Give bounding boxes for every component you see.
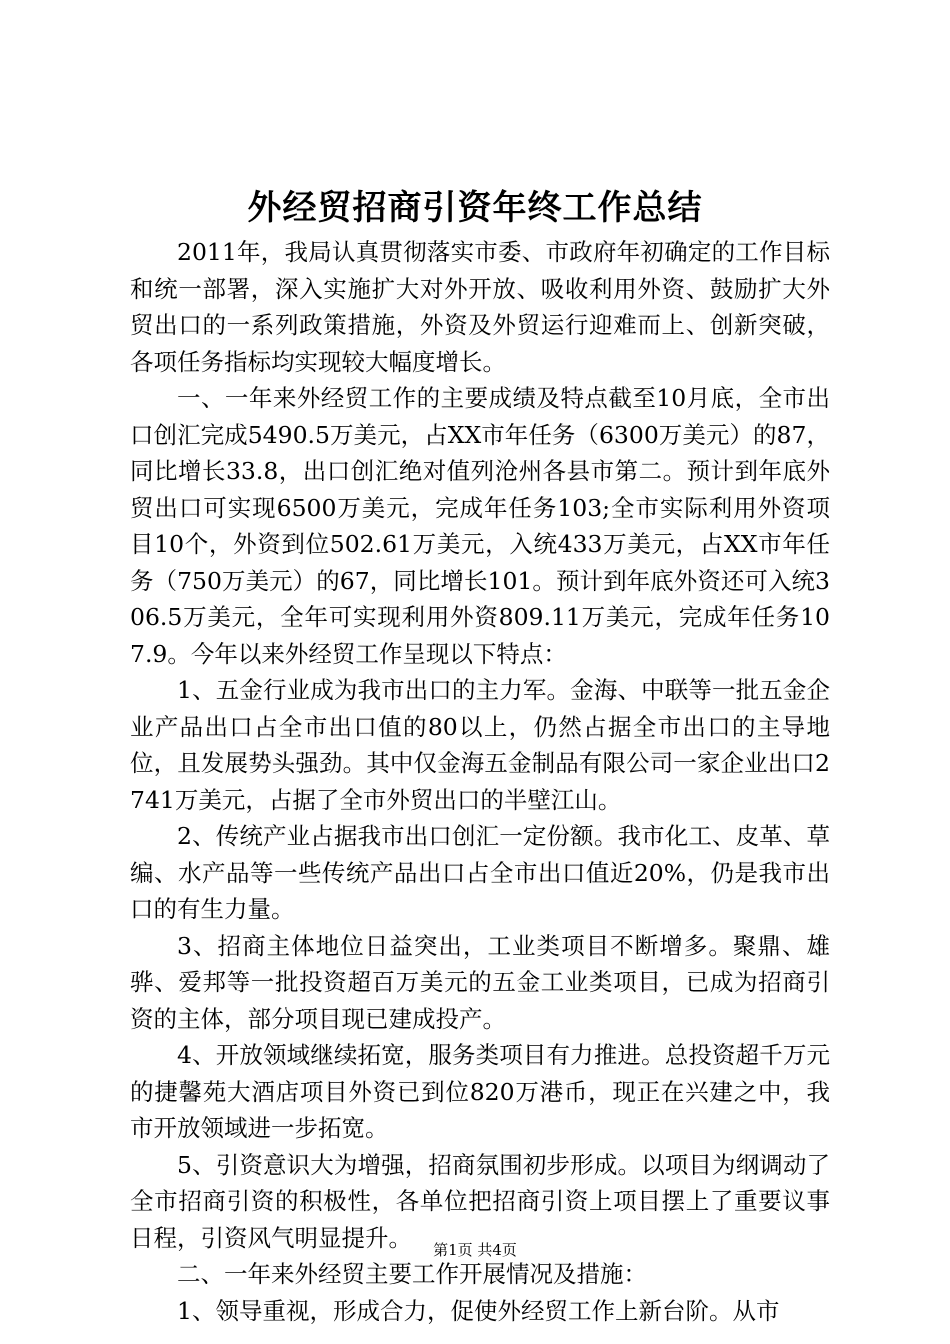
page-number-footer: 第1页 共4页 [433, 1241, 517, 1259]
paragraph-section-1: 一、一年来外经贸工作的主要成绩及特点截至10月底，全市出口创汇完成5490.5万美元，占XX市年任务（6300万美元）的87，同比增长33.8，出口创汇绝对值列沧州各县市第二。预计到年底外贸出口可实现6500万美元，完成年任务103;全市实际利用外资项目10个，外资到位502.61万美元，入统433万美元，占XX市年任务（750万美元）的67，同比增长101。预计到年底外资还可入统306.5万美元，全年可实现利用外资809.11万美元，完成年任务107.9。今年以来外经贸工作呈现以下特点： [130, 384, 830, 668]
paragraph-point-4: 4、开放领域继续拓宽，服务类项目有力推进。总投资超千万元的捷馨苑大酒店项目外资已到位820万港币，现正在兴建之中，我市开放领域进一步拓宽。 [130, 1041, 830, 1142]
paragraph-section-2: 二、一年来外经贸主要工作开展情况及措施： [177, 1260, 647, 1288]
paragraph-point-3: 3、招商主体地位日益突出，工业类项目不断增多。聚鼎、雄骅、爱邦等一批投资超百万美元的五金工业类项目，已成为招商引资的主体，部分项目现已建成投产。 [130, 931, 830, 1033]
document-title: 外经贸招商引资年终工作总结 [247, 188, 703, 228]
paragraph-intro: 2011年，我局认真贯彻落实市委、市政府年初确定的工作目标和统一部署，深入实施扩大对外开放、吸收利用外资、鼓励扩大外贸出口的一系列政策措施，外资及外贸运行迎难而上、创新突破，各项任务指标均实现较大幅度增长。 [130, 238, 830, 376]
document-body [130, 234, 830, 1329]
paragraph-point-2: 2、传统产业占据我市出口创汇一定份额。我市化工、皮革、草编、水产品等一些传统产品出口占全市出口值近20%，仍是我市出口的有生力量。 [130, 822, 830, 923]
paragraph-measure-1: 1、领导重视，形成合力，促使外经贸工作上新台阶。从市 [177, 1296, 780, 1325]
paragraph-point-1: 1、五金行业成为我市出口的主力军。金海、中联等一批五金企业产品出口占全市出口值的80以上，仍然占据全市出口的主导地位，且发展势头强劲。其中仅金海五金制品有限公司一家企业出口2741万美元，占据了全市外贸出口的半壁江山。 [130, 676, 830, 814]
paragraph-point-5: 5、引资意识大为增强，招商氛围初步形成。以项目为纲调动了全市招商引资的积极性，各单位把招商引资上项目摆上了重要议事日程，引资风气明显提升。 [130, 1150, 830, 1252]
